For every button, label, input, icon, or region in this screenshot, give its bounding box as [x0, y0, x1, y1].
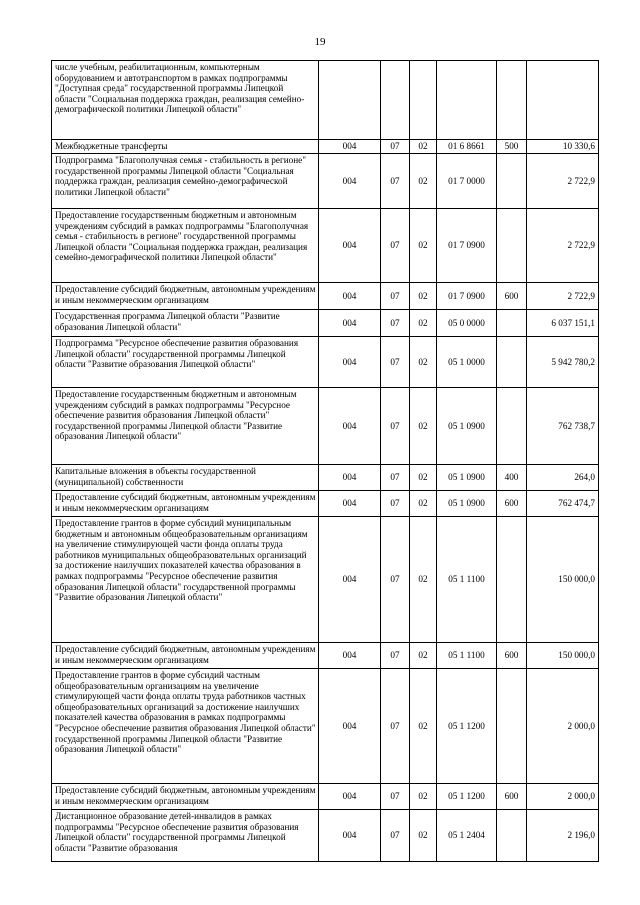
row-target: 05 1 0000: [437, 337, 497, 388]
row-expense-type: [497, 669, 527, 784]
table-row: [52, 810, 599, 862]
row-amount: 2 722,9: [527, 154, 599, 209]
table-row: [52, 643, 599, 669]
row-amount: 150 000,0: [527, 643, 599, 669]
row-expense-type: [497, 517, 527, 643]
row-expense-type: [497, 810, 527, 862]
row-target: 05 1 0900: [437, 388, 497, 465]
row-section: 07: [381, 388, 410, 465]
row-target: 05 1 1100: [437, 643, 497, 669]
row-target: 01 6 8661: [437, 140, 497, 154]
row-section: 07: [381, 491, 410, 517]
row-name: Предоставление субсидий бюджетным, автономным учреждениям и иным некоммерческим организациям: [52, 643, 319, 669]
table-row: [52, 209, 599, 283]
row-name: числе учебным, реабилитационным, компьютерным оборудованием и автотранспортом в рамках подпрограммы "Доступная среда" государственной программы Липецкой области "Социальная поддержка граждан, реализация семейно-демографической политики Липецкой области": [52, 61, 319, 140]
row-amount: 2 722,9: [527, 209, 599, 283]
row-expense-type: [497, 310, 527, 337]
table-row: [52, 140, 599, 154]
row-ministry: [319, 61, 381, 140]
row-expense-type: [497, 209, 527, 283]
row-amount: 264,0: [527, 465, 599, 491]
row-ministry: 004: [319, 643, 381, 669]
row-section: 07: [381, 810, 410, 862]
row-section: 07: [381, 337, 410, 388]
row-amount: 2 000,0: [527, 784, 599, 810]
row-section: 07: [381, 517, 410, 643]
row-expense-type: 600: [497, 491, 527, 517]
row-section: 07: [381, 784, 410, 810]
row-section: [381, 61, 410, 140]
table-row: [52, 784, 599, 810]
row-amount: 762 474,7: [527, 491, 599, 517]
row-name: Государственная программа Липецкой области "Развитие образования Липецкой области": [52, 310, 319, 337]
row-section: 07: [381, 283, 410, 310]
row-expense-type: 400: [497, 465, 527, 491]
row-section: 07: [381, 154, 410, 209]
row-name: Дистанционное образование детей-инвалидов в рамках подпрограммы "Ресурсное обеспечение развития образования Липецкой области" государственной программы Липецкой области "Развитие образования: [52, 810, 319, 862]
row-amount: 5 942 780,2: [527, 337, 599, 388]
row-amount: 2 000,0: [527, 669, 599, 784]
row-expense-type: [497, 388, 527, 465]
row-name: Подпрограмма "Благополучная семья - стабильность в регионе" государственной программы Липецкой области "Социальная поддержка граждан, реализация семейно-демографической политики Липецкой области": [52, 154, 319, 209]
row-subsection: 02: [410, 517, 437, 643]
row-expense-type: 600: [497, 643, 527, 669]
row-section: 07: [381, 140, 410, 154]
row-name: Предоставление субсидий бюджетным, автономным учреждениям и иным некоммерческим организациям: [52, 784, 319, 810]
row-ministry: 004: [319, 310, 381, 337]
row-ministry: 004: [319, 810, 381, 862]
row-amount: 6 037 151,1: [527, 310, 599, 337]
row-ministry: 004: [319, 784, 381, 810]
row-name: Предоставление государственным бюджетным и автономным учреждениям субсидий в рамках подпрограммы "Ресурсное обеспечение развития образования Липецкой области" государственной программы Липецкой области "Развитие образования Липецкой области": [52, 388, 319, 465]
row-subsection: 02: [410, 154, 437, 209]
row-name: Подпрограмма "Ресурсное обеспечение развития образования Липецкой области" государственной программы Липецкой области "Развитие образования Липецкой области": [52, 337, 319, 388]
row-ministry: 004: [319, 465, 381, 491]
table-row: [52, 517, 599, 643]
row-subsection: 02: [410, 140, 437, 154]
row-name: Предоставление государственным бюджетным и автономным учреждениям субсидий в рамках подпрограммы "Благополучная семья - стабильность в регионе" государственной программы Липецкой области "Социальная поддержка граждан, реализация семейно-демографической политики Липецкой области": [52, 209, 319, 283]
row-ministry: 004: [319, 669, 381, 784]
page-number: 19: [314, 36, 326, 48]
table-row: [52, 154, 599, 209]
row-amount: [527, 61, 599, 140]
row-ministry: 004: [319, 517, 381, 643]
row-section: 07: [381, 310, 410, 337]
row-name: Предоставление субсидий бюджетным, автономным учреждениям и иным некоммерческим организациям: [52, 491, 319, 517]
row-ministry: 004: [319, 337, 381, 388]
row-expense-type: 600: [497, 784, 527, 810]
table-row: [52, 388, 599, 465]
table-row: [52, 283, 599, 310]
row-ministry: 004: [319, 388, 381, 465]
budget-table: [51, 60, 599, 862]
row-amount: 2 722,9: [527, 283, 599, 310]
row-subsection: [410, 61, 437, 140]
table-row: [52, 669, 599, 784]
row-name: Капитальные вложения в объекты государственной (муниципальной) собственности: [52, 465, 319, 491]
row-target: 05 1 2404: [437, 810, 497, 862]
row-target: 05 1 0900: [437, 491, 497, 517]
row-ministry: 004: [319, 283, 381, 310]
row-name: Предоставление грантов в форме субсидий муниципальным бюджетным и автономным общеобразовательным организациям на увеличение стимулирующей части фонда оплаты труда работников муниципальных общеобразовательных организаций за достижение наилучших показателей качества образования в рамках подпрограммы "Ресурсное обеспечение развития образования Липецкой области" государственной программы "Развитие образования Липецкой области": [52, 517, 319, 643]
row-target: [437, 61, 497, 140]
row-subsection: 02: [410, 337, 437, 388]
row-section: 07: [381, 643, 410, 669]
row-expense-type: [497, 337, 527, 388]
row-target: 01 7 0900: [437, 283, 497, 310]
row-subsection: 02: [410, 209, 437, 283]
table-row: [52, 310, 599, 337]
row-subsection: 02: [410, 784, 437, 810]
row-ministry: 004: [319, 154, 381, 209]
row-subsection: 02: [410, 491, 437, 517]
row-expense-type: 500: [497, 140, 527, 154]
row-target: 01 7 0900: [437, 209, 497, 283]
row-target: 01 7 0000: [437, 154, 497, 209]
row-expense-type: [497, 61, 527, 140]
row-target: 05 1 1100: [437, 517, 497, 643]
row-target: 05 1 0900: [437, 465, 497, 491]
table-row: [52, 491, 599, 517]
row-section: 07: [381, 209, 410, 283]
table-row: [52, 465, 599, 491]
row-section: 07: [381, 465, 410, 491]
row-name: Предоставление грантов в форме субсидий частным общеобразовательным организациям на увеличение стимулирующей части фонда оплаты труда работников частных общеобразовательных организаций за достижение наилучших показателей качества образования в рамках подпрограммы "Ресурсное обеспечение развития образования Липецкой области" государственной программы Липецкой области "Развитие образования Липецкой области": [52, 669, 319, 784]
table-row: [52, 337, 599, 388]
row-ministry: 004: [319, 491, 381, 517]
row-amount: 10 330,6: [527, 140, 599, 154]
row-ministry: 004: [319, 140, 381, 154]
row-subsection: 02: [410, 283, 437, 310]
row-subsection: 02: [410, 669, 437, 784]
row-subsection: 02: [410, 465, 437, 491]
row-subsection: 02: [410, 388, 437, 465]
row-amount: 2 196,0: [527, 810, 599, 862]
row-name: Межбюджетные трансферты: [52, 140, 319, 154]
row-name: Предоставление субсидий бюджетным, автономным учреждениям и иным некоммерческим организациям: [52, 283, 319, 310]
row-subsection: 02: [410, 310, 437, 337]
row-amount: 150 000,0: [527, 517, 599, 643]
row-amount: 762 738,7: [527, 388, 599, 465]
row-subsection: 02: [410, 643, 437, 669]
row-target: 05 0 0000: [437, 310, 497, 337]
row-subsection: 02: [410, 810, 437, 862]
row-section: 07: [381, 669, 410, 784]
table-row: [52, 61, 599, 140]
row-expense-type: [497, 154, 527, 209]
row-ministry: 004: [319, 209, 381, 283]
row-target: 05 1 1200: [437, 784, 497, 810]
row-target: 05 1 1200: [437, 669, 497, 784]
row-expense-type: 600: [497, 283, 527, 310]
